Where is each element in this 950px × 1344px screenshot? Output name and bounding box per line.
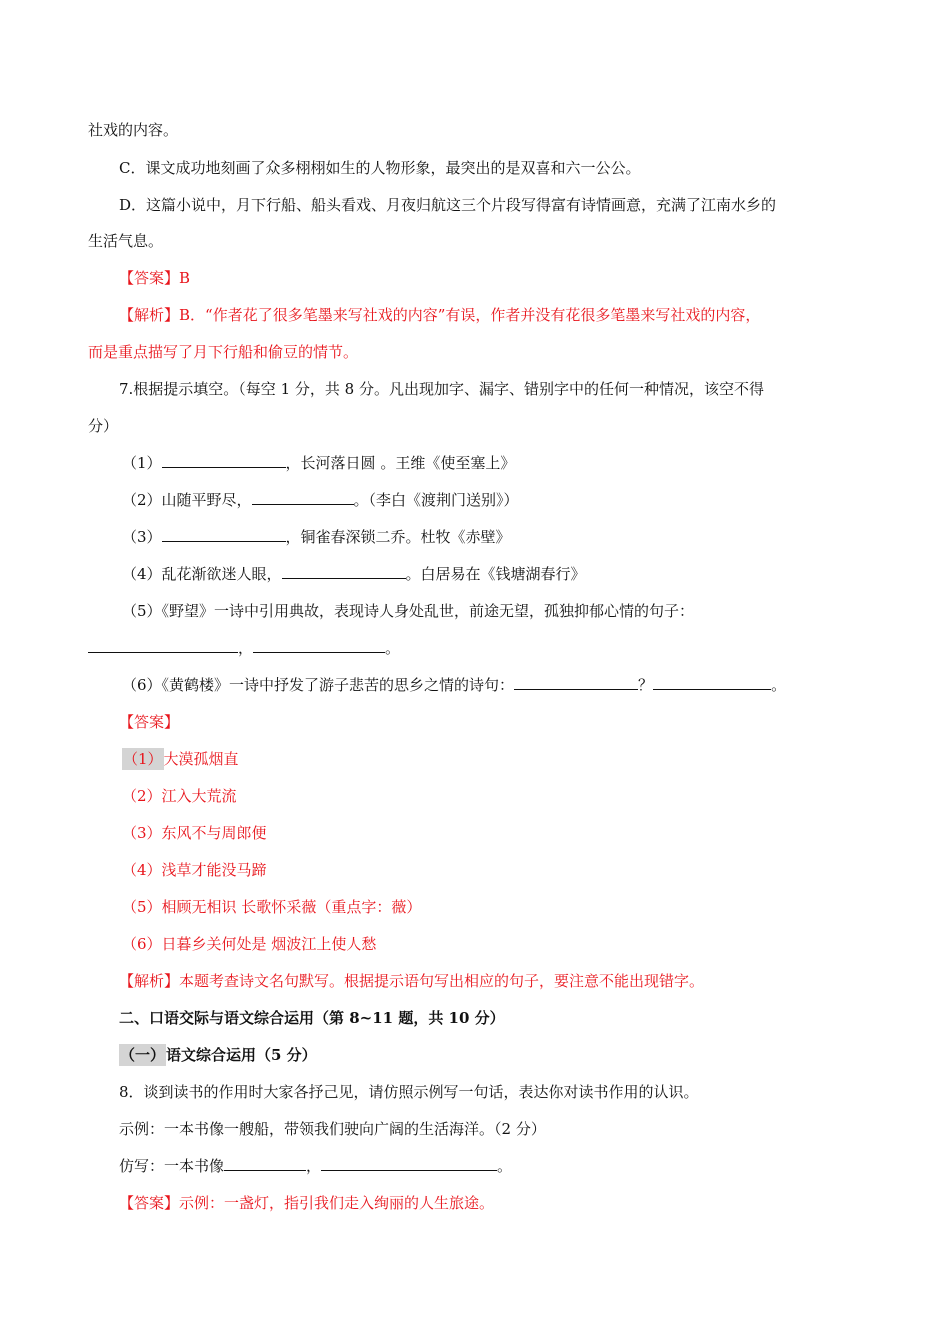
item-text: ，	[238, 639, 254, 657]
item-text: ，	[306, 1157, 322, 1175]
answer-blank[interactable]	[224, 1156, 306, 1171]
item-label: （1）	[122, 454, 162, 472]
option-d: D．这篇小说中，月下行船、船头看戏、月夜归航这三个片段写得富有诗情画意，充满了江南水乡的	[119, 196, 777, 214]
example-line: 示例：一本书像一艘船，带领我们驶向广阔的生活海洋。（2 分）	[119, 1120, 546, 1138]
fill-blank-3	[122, 527, 511, 547]
item-text: 仿写：一本书像	[119, 1157, 225, 1175]
item-text: 。	[385, 639, 401, 657]
imitation-line	[119, 1156, 512, 1176]
item-text: ？	[638, 676, 654, 694]
fill-blank-5-answers	[88, 638, 400, 658]
item-text: 。白居易在《钱塘湖春行》	[405, 565, 586, 583]
answer-blank[interactable]	[162, 453, 286, 468]
answer-item-4: （4）浅草才能没马蹄	[122, 861, 267, 879]
answer-item-1	[122, 749, 239, 769]
item-text: 。	[497, 1157, 513, 1175]
answer-blank[interactable]	[321, 1156, 497, 1171]
answer-label: 【答案】	[119, 1194, 180, 1212]
section-heading: 二、口语交际与语文综合运用（第 8~11 题，共 10 分）	[119, 1009, 505, 1027]
text-line: 生活气息。	[88, 232, 164, 250]
answer-blank[interactable]	[253, 638, 385, 653]
option-c: C．课文成功地刻画了众多栩栩如生的人物形象，最突出的是双喜和六一公公。	[119, 159, 641, 177]
item-label: （3）	[122, 528, 162, 546]
fill-blank-6	[122, 675, 786, 695]
question-8-title: 8．谈到读书的作用时大家各抒己见，请仿照示例写一句话，表达你对读书作用的认识。	[119, 1083, 699, 1101]
item-text: （6）《黄鹤楼》一诗中抒发了游子悲苦的思乡之情的诗句：	[122, 676, 515, 694]
analysis-line: 而是重点描写了月下行船和偷豆的情节。	[88, 343, 359, 361]
item-text: ，长河落日圆 。王维《使至塞上》	[285, 454, 516, 472]
item-label: （1）	[123, 750, 163, 768]
answer-blank[interactable]	[162, 527, 286, 542]
analysis-line: 【解析】B．“作者花了很多笔墨来写社戏的内容”有误，作者并没有花很多笔墨来写社戏的内容，	[119, 306, 761, 324]
fill-blank-2	[122, 490, 519, 510]
answer-text: 示例：一盏灯，指引我们走入绚丽的人生旅途。	[179, 1194, 495, 1212]
item-text: 。	[771, 676, 787, 694]
fill-blank-1	[122, 453, 515, 473]
answer-item-2: （2）江入大荒流	[122, 787, 237, 805]
answer-blank[interactable]	[282, 564, 406, 579]
fill-blank-4	[122, 564, 586, 584]
question-7-title: 7.根据提示填空。（每空 1 分，共 8 分。凡出现加字、漏字、错别字中的任何一种情况，该空不得	[119, 380, 764, 398]
answer-line	[119, 1193, 494, 1213]
answer-item-3: （3）东风不与周郎便	[122, 824, 267, 842]
answer-blank[interactable]	[514, 675, 638, 690]
answer-blank[interactable]	[653, 675, 771, 690]
item-text: 大漠孤烟直	[163, 750, 239, 768]
answer-item-6: （6）日暮乡关何处是 烟波江上使人愁	[122, 935, 377, 953]
answer-heading: 【答案】	[119, 713, 180, 731]
subsection-title: 语文综合运用（5 分）	[166, 1046, 317, 1064]
text-line: 社戏的内容。	[88, 121, 179, 139]
subsection-label: （一）	[120, 1046, 166, 1064]
item-text: （4）乱花渐欲迷人眼，	[122, 565, 282, 583]
item-text: （2）山随平野尽，	[122, 491, 252, 509]
subsection-heading	[119, 1045, 317, 1065]
answer-line: 【答案】B	[119, 269, 191, 287]
answer-item-5: （5）相顾无相识 长歌怀采薇（重点字：薇）	[122, 898, 422, 916]
answer-blank[interactable]	[252, 490, 354, 505]
answer-blank[interactable]	[88, 638, 238, 653]
text-line: 分）	[88, 417, 119, 435]
item-text: 。（李白《渡荆门送别》）	[353, 491, 519, 509]
fill-blank-5: （5）《野望》一诗中引用典故，表现诗人身处乱世，前途无望，孤独抑郁心情的句子：	[122, 602, 695, 620]
item-text: ，铜雀春深锁二乔。杜牧《赤壁》	[285, 528, 511, 546]
analysis-line: 【解析】本题考查诗文名句默写。根据提示语句写出相应的句子，要注意不能出现错字。	[119, 972, 705, 990]
